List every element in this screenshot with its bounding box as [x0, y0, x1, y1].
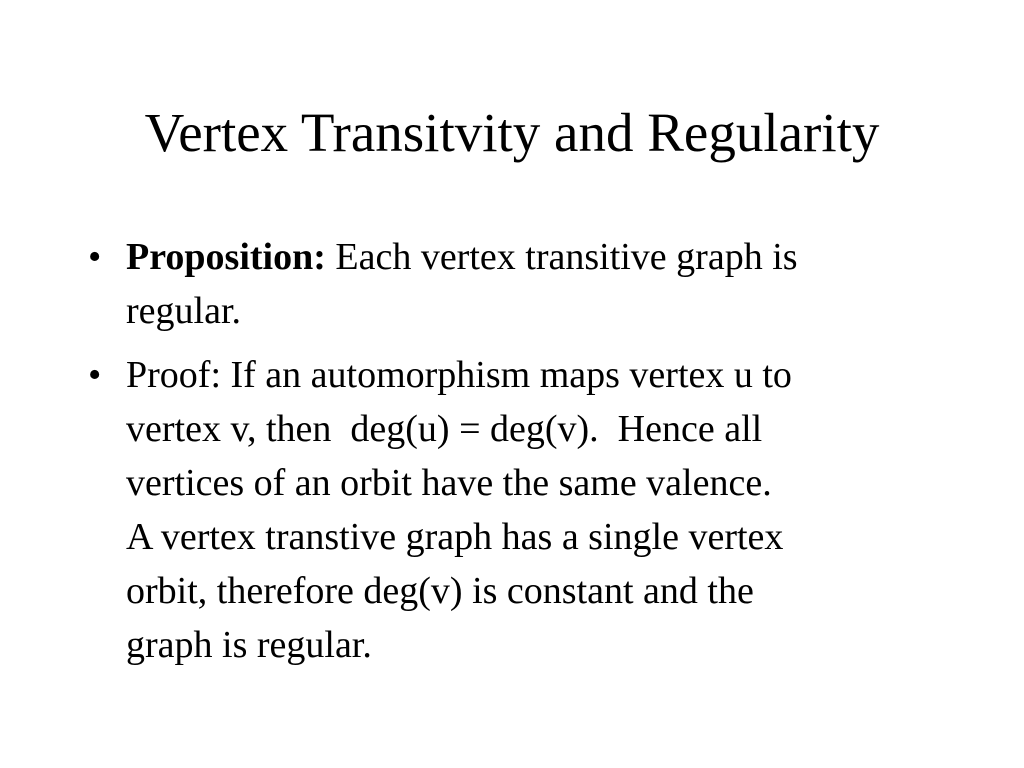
bullet-line: orbit, therefore deg(v) is constant and the: [126, 570, 754, 612]
bullet-line: [126, 230, 960, 284]
bullet-proof: [80, 348, 960, 672]
bullet-dot-icon: •: [88, 236, 102, 278]
slide-title: Vertex Transitvity and Regularity: [144, 102, 880, 163]
bullet-line: vertex v, then deg(u) = deg(v). Hence all: [126, 408, 763, 450]
bullet-proposition: [80, 230, 960, 338]
bullet-line: regular.: [126, 290, 242, 332]
proposition-text: Each vertex transitive graph is: [325, 236, 798, 278]
bullet-line: graph is regular.: [126, 624, 372, 666]
bullet-line: Proof: If an automorphism maps vertex u to: [126, 354, 792, 396]
bullet-list: [80, 230, 960, 682]
bullet-line: A vertex transtive graph has a single vertex: [126, 516, 784, 558]
bullet-dot-icon: •: [88, 354, 102, 396]
bullet-line: vertices of an orbit have the same valence.: [126, 462, 772, 504]
proposition-label: Proposition:: [126, 236, 326, 278]
